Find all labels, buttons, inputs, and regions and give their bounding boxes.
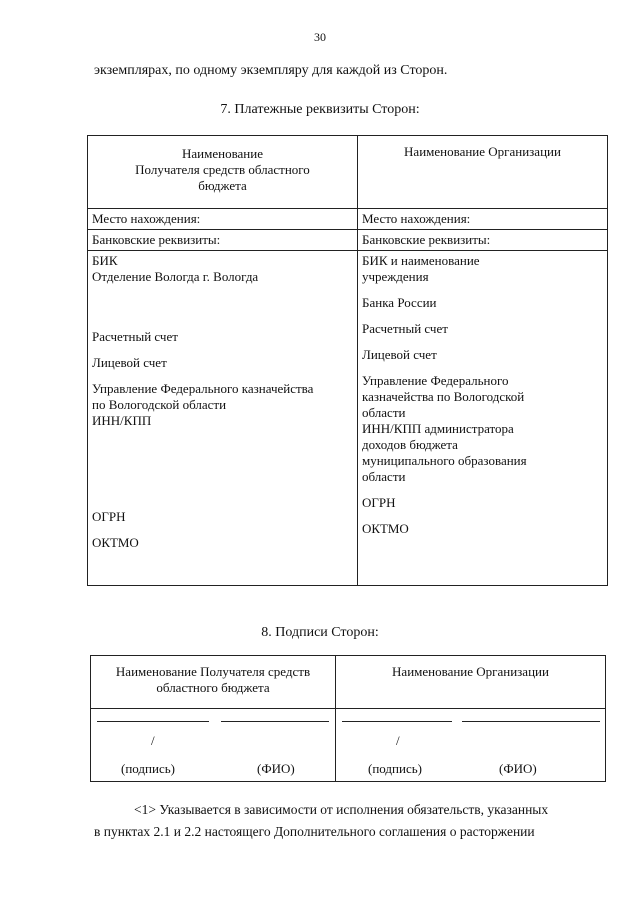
recipient-header-line: бюджета bbox=[198, 178, 247, 193]
signature-caption: (подпись) bbox=[368, 761, 422, 776]
recipient-signature-header-line: Наименование Получателя средств bbox=[115, 664, 311, 679]
fio-line bbox=[462, 721, 600, 722]
organization-header-cell bbox=[358, 136, 608, 209]
signatures-table bbox=[90, 655, 606, 782]
organization-bank-details: Банковские реквизиты: bbox=[358, 230, 608, 251]
recipient-treasury-line: по Вологодской области bbox=[92, 397, 227, 412]
organization-account: Расчетный счет bbox=[362, 321, 448, 336]
recipient-signature-header-line: областного бюджета bbox=[156, 680, 270, 695]
recipient-location: Место нахождения: bbox=[88, 209, 358, 230]
organization-location: Место нахождения: bbox=[358, 209, 608, 230]
organization-inn-kpp-line: области bbox=[362, 469, 406, 484]
intro-line: экземплярах, по одному экземпляру для каждой из Сторон. bbox=[94, 63, 448, 78]
recipient-oktmo: ОКТМО bbox=[92, 535, 139, 550]
recipient-personal-account: Лицевой счет bbox=[92, 355, 167, 370]
organization-inn-kpp-line: муниципального образования bbox=[362, 453, 527, 468]
fio-caption: (ФИО) bbox=[499, 761, 537, 776]
fio-line bbox=[221, 721, 329, 722]
organization-inn-kpp-line: ИНН/КПП администратора bbox=[362, 421, 514, 436]
organization-signature-area bbox=[336, 709, 606, 782]
signature-line bbox=[342, 721, 452, 722]
recipient-account: Расчетный счет bbox=[92, 329, 178, 344]
recipient-header-line: Наименование bbox=[182, 146, 263, 161]
organization-treasury-line: казначейства по Вологодской bbox=[362, 389, 525, 404]
recipient-header-line: Получателя средств областного bbox=[135, 162, 310, 177]
section-8-title: 8. Подписи Сторон: bbox=[261, 625, 379, 640]
slash-separator: / bbox=[396, 733, 400, 748]
recipient-treasury-line: Управление Федерального казначейства bbox=[92, 381, 314, 396]
organization-treasury-line: области bbox=[362, 405, 406, 420]
signature-line bbox=[97, 721, 209, 722]
footnote-line: в пунктах 2.1 и 2.2 настоящего Дополнительного соглашения о расторжении bbox=[94, 824, 535, 839]
organization-personal-account: Лицевой счет bbox=[362, 347, 437, 362]
recipient-bank-details: Банковские реквизиты: bbox=[88, 230, 358, 251]
recipient-details-cell bbox=[88, 251, 358, 586]
organization-header: Наименование Организации bbox=[404, 144, 561, 159]
recipient-signature-area bbox=[91, 709, 336, 782]
recipient-branch: Отделение Вологда г. Вологда bbox=[92, 269, 259, 284]
organization-signature-header bbox=[336, 656, 606, 709]
recipient-header-cell bbox=[88, 136, 358, 209]
slash-separator: / bbox=[151, 733, 155, 748]
recipient-ogrn: ОГРН bbox=[92, 509, 126, 524]
organization-bik-line: БИК и наименование bbox=[362, 253, 480, 268]
section-7-title: 7. Платежные реквизиты Сторон: bbox=[220, 102, 420, 117]
footnote-line: <1> Указывается в зависимости от исполнения обязательств, указанных bbox=[134, 802, 549, 817]
organization-signature-header-text: Наименование Организации bbox=[392, 664, 549, 679]
organization-ogrn: ОГРН bbox=[362, 495, 396, 510]
organization-treasury-line: Управление Федерального bbox=[362, 373, 509, 388]
organization-oktmo: ОКТМО bbox=[362, 521, 409, 536]
recipient-signature-header bbox=[91, 656, 336, 709]
signature-caption: (подпись) bbox=[121, 761, 175, 776]
organization-details-cell bbox=[358, 251, 608, 586]
payment-details-table bbox=[87, 135, 608, 586]
recipient-inn-kpp: ИНН/КПП bbox=[92, 413, 152, 428]
organization-bik-line: учреждения bbox=[362, 269, 429, 284]
footnote bbox=[94, 799, 604, 843]
recipient-bik: БИК bbox=[92, 253, 118, 268]
fio-caption: (ФИО) bbox=[257, 761, 295, 776]
organization-bank-russia: Банка России bbox=[362, 295, 437, 310]
organization-inn-kpp-line: доходов бюджета bbox=[362, 437, 458, 452]
page-number: 30 bbox=[314, 30, 326, 44]
